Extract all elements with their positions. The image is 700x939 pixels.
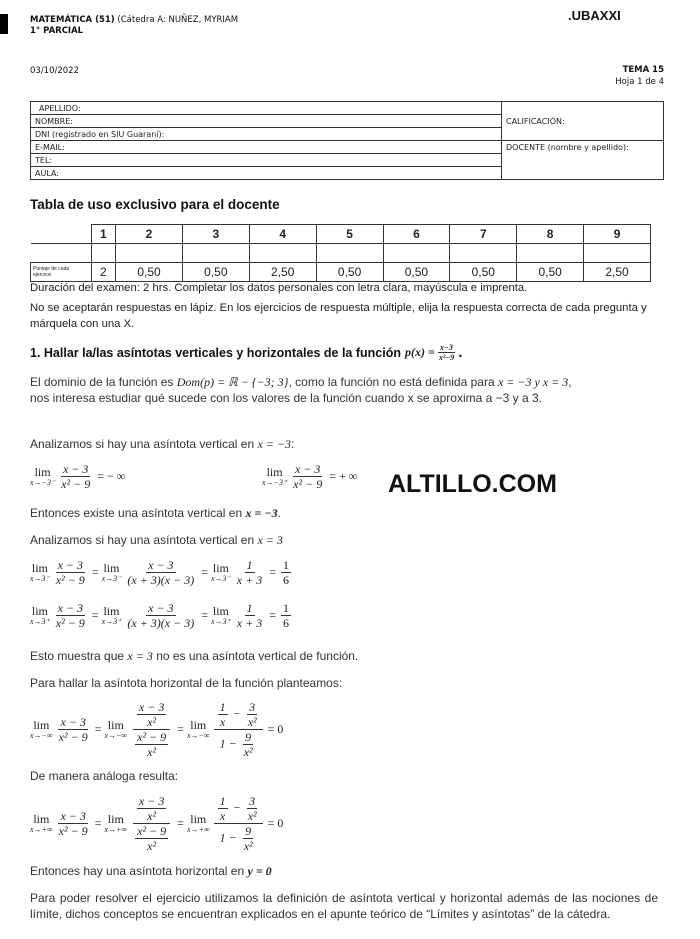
horizontal-intro: Para hallar la asíntota horizontal de la función planteamos: (30, 676, 343, 690)
field-email[interactable]: E-MAIL: (31, 141, 502, 154)
field-nombre[interactable]: NOMBRE: (31, 115, 502, 128)
limit-left-minus3: lim x→−3⁻ $\frac{x - 3}{\text{x² − 9}}$ = − ∞ (30, 462, 126, 491)
grade-cell[interactable] (249, 244, 316, 263)
score-row-label: Puntaje de cada ejercicio (31, 263, 92, 282)
hoja-label: Hoja 1 de 4 (615, 77, 664, 87)
limit-right-minus3: lim x→−3⁺ $\frac{x - 3}{\text{x² − 9}}$ = + ∞ (262, 462, 358, 491)
grade-cell[interactable] (383, 244, 450, 263)
limit-left-3: lim x→3⁻ $\frac{x - 3}{\text{x² − 9}}$ = lim x→3⁻ $\frac{x - 3}{(x + 3)(x - 3)}$ = lim x→3⁻ $\frac{1}{x + 3}$ = $\frac{1}{6}$ (30, 558, 289, 587)
domain-paragraph: El dominio de la función es Dom(p) = ℝ − {−3; 3}, como la función no está definida para x = −3 y x = 3, nos interesa estudiar qué sucede con los valores de la función cuando x se aproxima a −3 y a 3. (30, 375, 572, 405)
grade-cell[interactable] (91, 244, 116, 263)
analyze-3: Analizamos si hay una asíntota vertical en x = 3 (30, 533, 283, 547)
subject-line: MATEMÁTICA (51) (Cátedra A: NUÑEZ, MYRIAM (30, 15, 239, 25)
score-header: 6 (383, 225, 450, 244)
margin-tab (0, 14, 8, 34)
field-dni[interactable]: DNI (registrado en SIU Guaraní): (31, 128, 502, 141)
field-docente[interactable]: DOCENTE (nombre y apellido): (502, 141, 664, 180)
score-header: 1 (91, 225, 116, 244)
exam-label: 1° PARCIAL (30, 26, 84, 36)
pencil-text: No se aceptarán respuestas en lápiz. En los ejercicios de respuesta múltiple, elija la respuesta correcta de cada pregunta y márquela con una X. (30, 302, 647, 330)
grade-cell[interactable] (517, 244, 584, 263)
field-calificacion[interactable]: CALIFICACIÓN: (502, 102, 664, 141)
limit-minus-infinity: lim x→−∞ $\frac{x - 3}{\text{x² − 9}}$ = lim x→−∞ $\frac{\frac{x - 3}{\text{x²}}}{\frac{\text{x² − 9}}{\text{x²}}}$ = lim x→−∞ $\frac{1}{x}$ − $\frac{3}{\text{x²}}$ 1 − $\frac{9}{\text{x²}}$ = 0 (30, 700, 284, 759)
score-value: 0,50 (450, 263, 517, 282)
grade-cell[interactable] (116, 244, 183, 263)
score-value: 0,50 (517, 263, 584, 282)
conclusion-horizontal: Entonces hay una asíntota horizontal en y = 0 (30, 864, 272, 878)
grade-cell[interactable] (450, 244, 517, 263)
analyze-minus3: Analizamos si hay una asíntota vertical en x = −3: (30, 437, 295, 451)
score-header: 4 (249, 225, 316, 244)
tema-label: TEMA 15 (622, 65, 664, 75)
grade-cell[interactable] (584, 244, 651, 263)
score-value: 2 (91, 263, 116, 282)
grade-cell[interactable] (316, 244, 383, 263)
limit-right-3: lim x→3⁺ $\frac{x - 3}{\text{x² − 9}}$ = lim x→3⁺ $\frac{x - 3}{(x + 3)(x - 3)}$ = lim x→3⁺ $\frac{1}{x + 3}$ = $\frac{1}{6}$ (30, 601, 289, 630)
score-header: 2 (116, 225, 183, 244)
table-title: Tabla de uso exclusivo para el docente (30, 197, 280, 212)
score-value: 2,50 (584, 263, 651, 282)
watermark: ALTILLO.COM (388, 470, 557, 498)
field-tel[interactable]: TEL: (31, 154, 502, 167)
exercise-title: 1. Hallar la/las asíntotas verticales y horizontales de la función p(x) = $\frac{x-3}{\text{x²−9}}$ . (30, 343, 463, 362)
duration-text: Duración del examen: 2 hrs. Completar los datos personales con letra clara, mayúscula e imprenta. (30, 282, 528, 294)
score-corner (31, 225, 92, 244)
score-header: 9 (584, 225, 651, 244)
score-value: 0,50 (383, 263, 450, 282)
conclusion-minus3: Entonces existe una asíntota vertical en x = −3. (30, 506, 281, 520)
score-value: 0,50 (316, 263, 383, 282)
field-apellido[interactable]: APELLIDO: (31, 102, 502, 115)
score-header: 8 (517, 225, 584, 244)
student-info-form (30, 101, 664, 180)
score-value: 0,50 (182, 263, 249, 282)
score-header: 5 (316, 225, 383, 244)
score-header: 7 (450, 225, 517, 244)
field-aula[interactable]: AULA: (31, 167, 502, 180)
score-blank (31, 244, 92, 263)
conclusion-3: Esto muestra que x = 3 no es una asíntota vertical de función. (30, 649, 359, 663)
grade-cell[interactable] (182, 244, 249, 263)
score-table (30, 224, 651, 282)
analog-text: De manera análoga resulta: (30, 769, 179, 783)
score-value: 2,50 (249, 263, 316, 282)
uba-logo: .UBAXXI (568, 8, 621, 23)
exam-date: 03/10/2022 (30, 66, 79, 76)
limit-plus-infinity: lim x→+∞ $\frac{x - 3}{\text{x² − 9}}$ = lim x→+∞ $\frac{\frac{x - 3}{\text{x²}}}{\frac{\text{x² − 9}}{\text{x²}}}$ = lim x→+∞ $\frac{1}{x}$ − $\frac{3}{\text{x²}}$ 1 − $\frac{9}{\text{x²}}$ = 0 (30, 794, 284, 853)
score-header: 3 (182, 225, 249, 244)
closing-paragraph: Para poder resolver el ejercicio utilizamos la definición de asíntota vertical y horizontal además de las nociones de límite, dichos conceptos se encuentran explicados en el apunte teórico de “Límites y asíntotas” de la cátedra. (30, 891, 658, 921)
score-value: 0,50 (116, 263, 183, 282)
